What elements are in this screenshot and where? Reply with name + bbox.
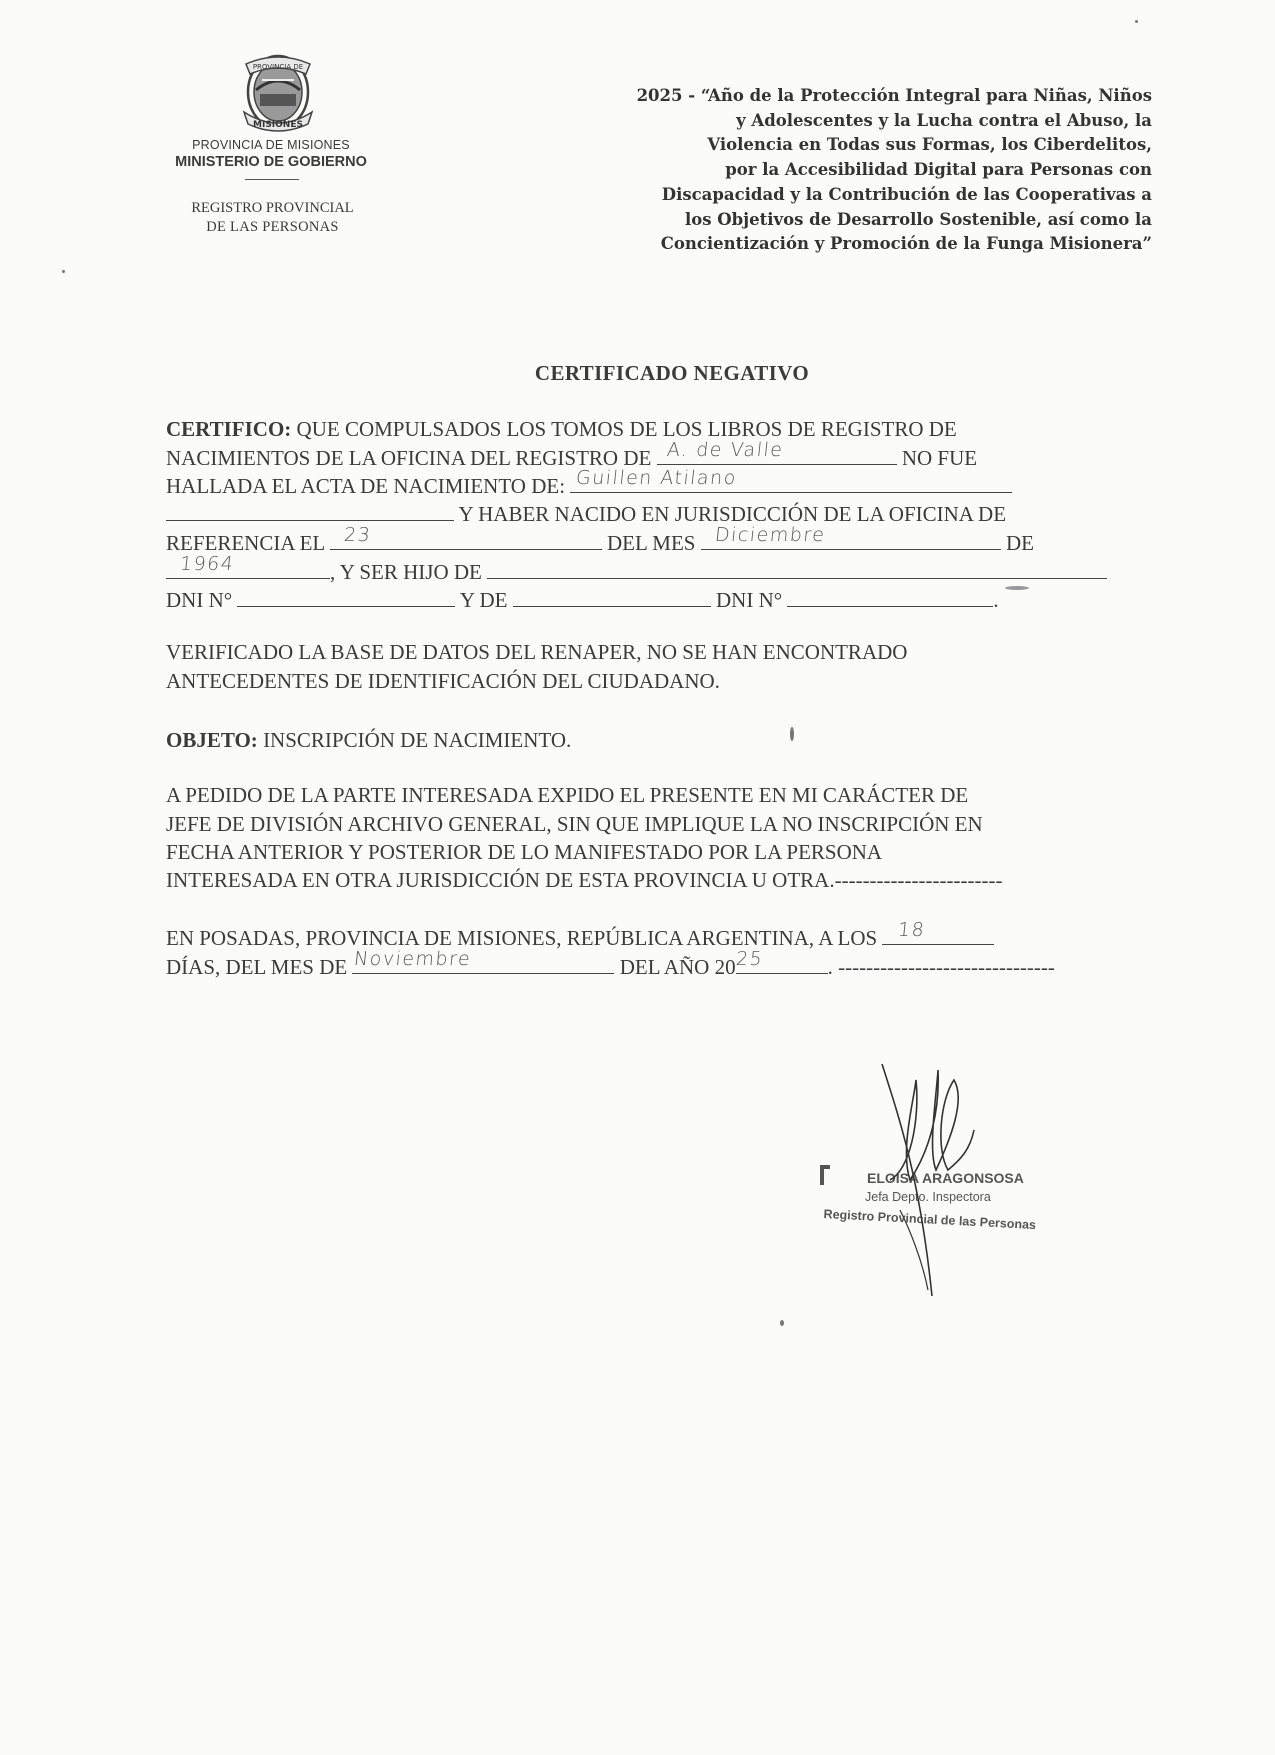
pedido-line-4: INTERESADA EN OTRA JURISDICCIÓN DE ESTA PROVINCIA U OTRA.------------------------	[166, 868, 1003, 892]
logo-text-top: PROVINCIA DE	[252, 63, 304, 71]
certifico-text: NO FUE	[901, 446, 978, 470]
renaper-line-1: VERIFICADO LA BASE DE DATOS DEL RENAPER, NO SE HAN ENCONTRADO	[166, 640, 908, 664]
certifico-label: CERTIFICO:	[166, 417, 292, 441]
father-dni-field	[237, 586, 455, 607]
logo-text-bottom: MISIONES	[253, 120, 303, 130]
birth-month-value: Diciembre	[713, 524, 827, 546]
ministry-label: MINISTERIO DE GOBIERNO	[175, 154, 367, 170]
lugar-line-1	[166, 919, 994, 951]
certifico-line-2	[166, 439, 978, 471]
motto-line: 2025 - “Año de la Protección Integral para Niñas, Niños	[636, 86, 1152, 105]
name-continuation-field	[166, 500, 454, 521]
motto-line: Discapacidad y la Contribución de las Cooperativas a	[661, 184, 1152, 204]
province-label: PROVINCIA DE MISIONES	[192, 138, 350, 152]
stamp-office: Registro Provincial de las Personas	[823, 1207, 1037, 1233]
issue-month-value: Noviembre	[353, 948, 473, 970]
mother-dni-field	[787, 586, 993, 607]
certifico-text: REFERENCIA EL	[166, 531, 325, 555]
certifico-text: QUE COMPULSADOS LOS TOMOS DE LOS LIBROS DE REGISTRO DE	[296, 417, 957, 441]
certifico-line-4	[166, 500, 1006, 527]
handwritten-signature	[870, 1060, 1010, 1300]
birth-month-field	[701, 524, 1001, 550]
certifico-text: Y DE	[459, 588, 508, 612]
stamp-name: ELOISA ARAGONSOSA	[867, 1170, 1024, 1186]
birth-day-field	[330, 524, 602, 550]
registry-label-line2: DE LAS PERSONAS	[206, 219, 339, 235]
motto-line: y Adolescentes y la Lucha contra el Abuso, la	[736, 110, 1152, 130]
certifico-line-3	[166, 467, 1012, 499]
motto-line: Concientización y Promoción de la Funga Misionera”	[660, 234, 1152, 254]
person-name-value: Guillen Atilano	[575, 467, 739, 489]
certifico-text: HALLADA EL ACTA DE NACIMIENTO DE:	[166, 474, 566, 498]
lugar-text: DEL AÑO 20	[619, 955, 736, 979]
certifico-text: DEL MES	[606, 531, 696, 555]
birth-year-field	[166, 553, 330, 579]
objeto-label: OBJETO:	[166, 728, 258, 752]
header-divider	[245, 179, 299, 180]
birth-day-value: 23	[342, 524, 373, 546]
certifico-text: Y HABER NACIDO EN JURISDICCIÓN DE LA OFICINA DE	[458, 502, 1007, 526]
issue-year-field	[734, 948, 828, 974]
objeto-value: INSCRIPCIÓN DE NACIMIENTO.	[263, 728, 572, 752]
document-title: CERTIFICADO NEGATIVO	[534, 361, 810, 385]
stamp-role: Jefa Depto. Inspectora	[865, 1190, 991, 1204]
registry-office-value: A. de Valle	[665, 439, 785, 461]
lugar-text: DÍAS, DEL MES DE	[166, 955, 348, 979]
certifico-text: , Y SER HIJO DE	[330, 560, 482, 584]
scan-speck	[790, 727, 794, 741]
year-motto	[520, 84, 1152, 257]
motto-line: por la Accesibilidad Digital para Personas con	[725, 160, 1152, 180]
registry-label-line1: REGISTRO PROVINCIAL	[191, 200, 354, 216]
provincial-crest-logo	[236, 50, 320, 134]
motto-line: Violencia en Todas sus Formas, los Ciberdelitos,	[707, 135, 1152, 155]
pedido-line-2: JEFE DE DIVISIÓN ARCHIVO GENERAL, SIN QUE IMPLIQUE LA NO INSCRIPCIÓN EN	[166, 812, 983, 836]
renaper-line-2: ANTECEDENTES DE IDENTIFICACIÓN DEL CIUDADANO.	[166, 669, 720, 693]
stamp-emblem-icon	[818, 1163, 832, 1187]
certifico-line-5	[166, 524, 1034, 556]
lugar-line-2	[166, 948, 1055, 980]
issue-day-value: 18	[897, 919, 927, 941]
scan-speck	[780, 1320, 784, 1326]
certifico-line-7	[166, 586, 999, 613]
certifico-text: .	[993, 588, 999, 612]
pedido-line-3: FECHA ANTERIOR Y POSTERIOR DE LO MANIFESTADO POR LA PERSONA	[166, 840, 883, 864]
lugar-text: EN POSADAS, PROVINCIA DE MISIONES, REPÚBLICA ARGENTINA, A LOS	[166, 926, 878, 950]
certifico-text: DE	[1005, 531, 1034, 555]
scan-speck	[62, 270, 65, 273]
scan-speck	[1135, 20, 1138, 23]
mother-name-field	[513, 586, 711, 607]
certifico-text: NACIMIENTOS DE LA OFICINA DEL REGISTRO DE	[166, 446, 652, 470]
registry-office-field	[657, 439, 897, 465]
father-name-field	[487, 558, 1107, 579]
issue-month-field	[352, 948, 614, 974]
motto-line: los Objetivos de Desarrollo Sostenible, así como la	[684, 209, 1152, 229]
objeto-line	[166, 727, 571, 753]
scan-speck	[1005, 586, 1029, 590]
issue-day-field	[882, 919, 994, 945]
certifico-text: DNI N°	[166, 588, 233, 612]
birth-year-value: 1964	[178, 553, 236, 575]
certifico-text: DNI N°	[716, 588, 783, 612]
certifico-line-6	[166, 553, 1107, 585]
lugar-text: . -------------------------------	[827, 955, 1055, 979]
certifico-line-1	[166, 416, 957, 442]
pedido-line-1: A PEDIDO DE LA PARTE INTERESADA EXPIDO EL PRESENTE EN MI CARÁCTER DE	[166, 783, 969, 807]
person-name-field	[570, 467, 1012, 493]
issue-year-value: 25	[734, 948, 764, 970]
